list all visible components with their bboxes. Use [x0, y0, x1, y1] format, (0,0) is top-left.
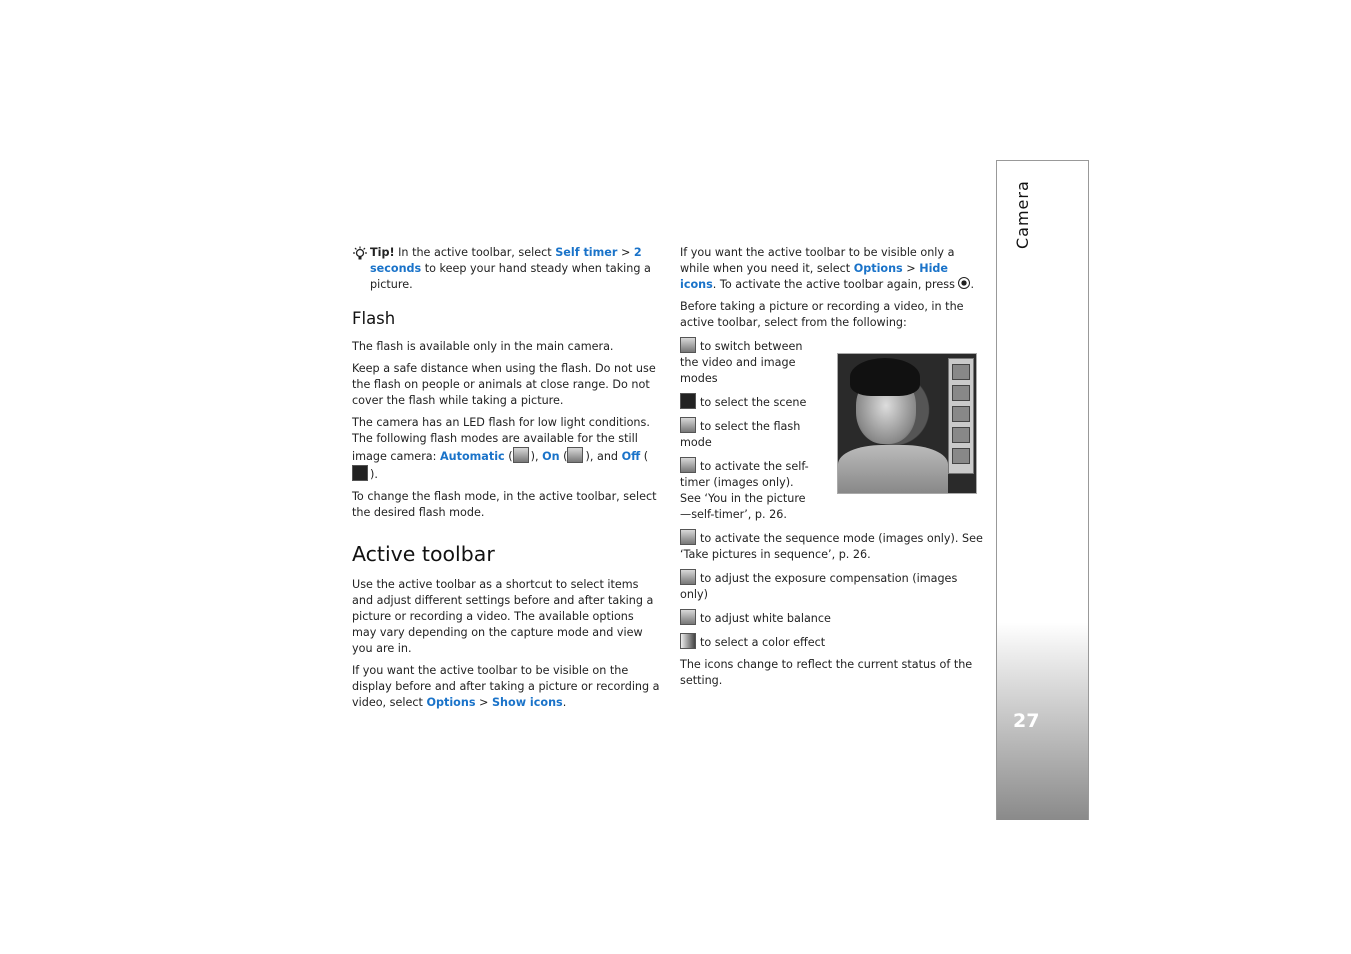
- flash-modes-intro: The camera has an LED flash for low light conditions. The following flash modes are available for the still image camera:: [352, 416, 650, 463]
- active-toolbar-preview: [948, 358, 974, 474]
- color-effect-icon: [680, 633, 696, 649]
- toolbar-gallery-icon: [952, 427, 970, 443]
- list-item: [680, 393, 816, 411]
- self-timer-link[interactable]: Self timer: [555, 246, 618, 259]
- narrow-items: [680, 337, 816, 523]
- tip-label: Tip!: [370, 246, 395, 259]
- off-link[interactable]: Off: [621, 450, 641, 463]
- list-item: [680, 337, 816, 387]
- exposure-icon: [680, 569, 696, 585]
- separator: >: [475, 696, 492, 709]
- list-item: [680, 609, 986, 627]
- item-text: to activate the self-timer (images only). See ‘You in the picture—self-timer’, p. 26.: [680, 460, 809, 521]
- left-column: [352, 245, 660, 717]
- chapter-label: Camera: [1013, 180, 1032, 249]
- list-item: [680, 529, 986, 563]
- flash-mode-icon: [680, 417, 696, 433]
- lightbulb-icon: [352, 246, 368, 262]
- toolbar-send-icon: [952, 364, 970, 380]
- active-text: If you want the active toolbar to be visible on the display before and after taking a picture or recording a video, select: [352, 664, 660, 709]
- photo-hair: [850, 358, 920, 396]
- self-timer-icon: [680, 457, 696, 473]
- sequence-icon: [680, 529, 696, 545]
- toolbar-print-icon: [952, 385, 970, 401]
- item-text: to adjust the exposure compensation (images only): [680, 572, 958, 601]
- flash-paragraph-3: [352, 415, 660, 483]
- item-text: to select the scene: [700, 396, 807, 409]
- tip-paragraph: [352, 245, 660, 293]
- item-text: to activate the sequence mode (images only). See ‘Take pictures in sequence’, p. 26.: [680, 532, 983, 561]
- toolbar-trash-icon: [952, 448, 970, 464]
- active-paragraph-1: Use the active toolbar as a shortcut to select items and adjust different settings before and after taking a picture or recording a video. The available options may vary depending on the capture mode and view you are in.: [352, 578, 654, 655]
- scene-icon: [680, 393, 696, 409]
- camera-viewfinder-image: [837, 353, 977, 494]
- paren-open: (: [640, 450, 649, 463]
- icons-change-paragraph: The icons change to reflect the current status of the setting.: [680, 658, 973, 687]
- options-link[interactable]: Options: [426, 696, 476, 709]
- white-balance-icon: [680, 609, 696, 625]
- on-link[interactable]: On: [542, 450, 560, 463]
- joystick-icon: [958, 277, 970, 289]
- paren-close-end: ).: [370, 468, 378, 481]
- hide-icons-link[interactable]: Hide icons: [680, 262, 949, 291]
- flash-paragraph-2: Keep a safe distance when using the flash. Do not use the flash on people or animals at close range. Do not cover the flash while taking a picture.: [352, 362, 656, 407]
- tip-text-end: to keep your hand steady when taking a picture.: [370, 262, 651, 291]
- flash-off-icon: [352, 465, 368, 481]
- flash-heading: Flash: [352, 309, 396, 328]
- flash-paragraph-4: To change the flash mode, in the active toolbar, select the desired flash mode.: [352, 490, 657, 519]
- flash-automatic-icon: [513, 447, 529, 463]
- hide-icons-paragraph: [680, 245, 986, 293]
- flash-on-icon: [567, 447, 583, 463]
- paren-open: (: [504, 450, 513, 463]
- automatic-link[interactable]: Automatic: [439, 450, 505, 463]
- item-text: to select a color effect: [700, 636, 826, 649]
- before-taking-paragraph: Before taking a picture or recording a video, in the active toolbar, select from the following:: [680, 300, 964, 329]
- active-paragraph-2: [352, 663, 660, 711]
- list-item: [680, 569, 986, 603]
- two-seconds-link[interactable]: 2 seconds: [370, 246, 642, 275]
- photo-shirt: [838, 445, 948, 493]
- item-text: to select the flash mode: [680, 420, 801, 449]
- list-item: [680, 457, 816, 523]
- active-toolbar-heading: Active toolbar: [352, 542, 495, 566]
- list-item: [680, 417, 816, 451]
- hide-text-2: . To activate the active toolbar again, press: [712, 278, 959, 291]
- hide-text: If you want the active toolbar to be visible only a while when you need it, select: [680, 246, 955, 275]
- list-item: [680, 633, 986, 651]
- separator: >: [617, 246, 634, 259]
- paren-open: (: [559, 450, 568, 463]
- paren-close-and: ), and: [585, 450, 622, 463]
- tip-text: In the active toolbar, select: [394, 246, 556, 259]
- separator: >: [902, 262, 920, 275]
- mode-switch-icon: [680, 337, 696, 353]
- item-text: to adjust white balance: [700, 612, 831, 625]
- paren-close: ),: [530, 450, 543, 463]
- period: .: [562, 696, 567, 709]
- toolbar-print-icon: [952, 406, 970, 422]
- flash-paragraph-1: The flash is available only in the main camera.: [352, 340, 614, 353]
- chapter-tab: [996, 160, 1089, 820]
- period: .: [970, 278, 975, 291]
- page-number: 27: [1013, 710, 1040, 732]
- options-link-2[interactable]: Options: [853, 262, 903, 275]
- show-icons-link[interactable]: Show icons: [491, 696, 563, 709]
- item-text: to switch between the video and image modes: [680, 340, 803, 385]
